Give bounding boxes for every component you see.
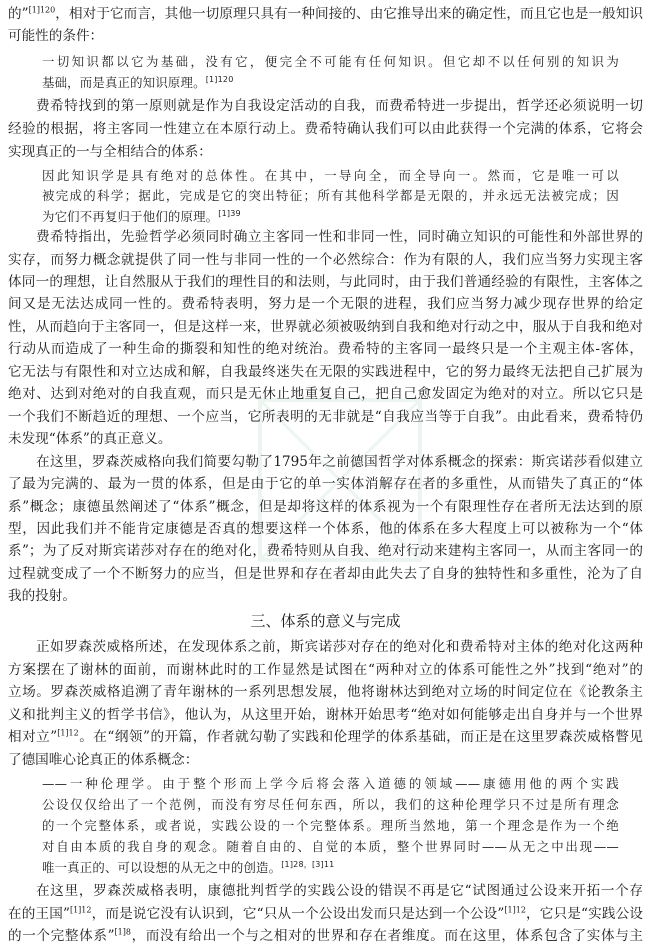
p2-line-3: 实现真正的一与全相结合的体系： xyxy=(8,144,212,160)
p3-line-6: 行动从而造成了一种生命的撕裂和知性的绝对统治。费希特的主客同一最终只是一个主观主体-客体， xyxy=(8,341,643,357)
p2-line-2: 经验的根据，将主客同一性建立在本原行动上。费希特确认我们可以由此获得一个完满的体系，它将会 xyxy=(8,121,643,137)
p6-line-3: 的一个完整体系”$^{[1]8}$，而没有给出一个与之相对的世界和存在者维度。而在这里，体系包含了实体与主 xyxy=(8,927,644,944)
p3-line-4: 间又是无法达成同一性的。费希特表明，努力是一个无限的进程，我们应当努力减少现存世界的给定 xyxy=(8,296,643,312)
q1-line-2: 基础，而是真正的知识原理。$^{[1]120}$ xyxy=(42,74,234,90)
q3-line-4: 对自由本质的我自身的观念。随着自由的、自觉的本质，整个世界同时——从无之中出现—— xyxy=(42,839,619,854)
p4-line-7: 我的投射。 xyxy=(8,588,76,604)
p4-line-6: 过程就变成了一个不断努力的应当，但是世界和存在者却由此失去了自身的独特性和多重性，沦为了自 xyxy=(8,566,643,582)
p1-line-1: 的”$^{[1]120}$，相对于它而言，其他一切原理只具有一种间接的、由它推导出来的确定性，而且它也是一般知识 xyxy=(8,5,643,22)
q1-line-1: 一切知识都以它为基础，没有它，便完全不可能有任何知识。但它却不以任何别的知识为 xyxy=(42,54,619,69)
p1-line-2: 可能性的条件： xyxy=(8,28,104,44)
q3-line-3: 的一个完整体系，或者说，实践公设的一个完整体系。理所当然地，第一个理念是作为一个绝 xyxy=(42,818,619,833)
p5-line-5: 相对立”$^{[1]12}$。在“纲领”的开篇，作者就勾勒了实践和伦理学的体系基础，而正是在这里罗森茨威格瞥见 xyxy=(8,728,643,745)
p4-line-3: 系”概念；康德虽然阐述了“体系”概念，但是却将这样的体系视为一个有限理性存在者所无法达到的原 xyxy=(8,499,643,515)
p5-line-6: 了德国唯心论真正的体系概念： xyxy=(8,752,199,768)
q2-line-2: 被完成的科学；据此，完成是它的突出特征；所有其他科学都是无限的，并永远无法被完成；因 xyxy=(42,188,619,203)
p4-line-4: 型，因此我们并不能肯定康德是否真的想要这样一个体系，他的体系在多大程度上可以被称为一个“体 xyxy=(8,521,643,537)
p3-line-5: 性，从而趋向于主客同一，但是这样一来，世界就必须被吸纳到自我和绝对行动之中，服从于自我和绝对 xyxy=(8,319,643,335)
p5-line-4: 义和批判主义的哲学书信》，他认为，从这里开始，谢林开始思考“绝对如何能够走出自身并与一个世界 xyxy=(8,707,643,723)
p5-line-2: 方案摆在了谢林的面前，而谢林此时的工作显然是试图在“两种对立的体系可能性之外”找到“绝对”的 xyxy=(8,662,643,678)
section-heading: 三、体系的意义与完成 xyxy=(250,612,401,630)
p5-line-1: 正如罗森茨威格所述，在发现体系之前，斯宾诺莎对存在的绝对化和费希特对主体的绝对化这两种 xyxy=(36,639,643,655)
p3-line-3: 体同一的理想，让自然服从于我们的理性目的和法则，与此同时，由于我们普通经验的有限性，主客体之 xyxy=(8,274,643,290)
p3-line-9: 一个我们不断趋近的理想、一个应当，它所表明的无非就是“自我应当等于自我”。由此看来，费希特仍 xyxy=(8,409,643,425)
p4-line-2: 了最为完满的、最为一贯的体系，但是由于它的单一实体消解存在者的多重性，从而错失了真正的“体 xyxy=(8,476,643,492)
p3-line-8: 绝对、达到对绝对的自我直观，而只是无休止地重复自己，把自己愈发固定为绝对的对立。所以它只是 xyxy=(8,386,643,402)
p4-line-1: 在这里，罗森茨威格向我们简要勾勒了1795年之前德国哲学对体系概念的探索：斯宾诺莎看似建立 xyxy=(36,454,643,470)
p3-line-1: 费希特指出，先验哲学必须同时确立主客同一性和非同一性，同时确立知识的可能性和外部世界的 xyxy=(36,229,643,245)
p3-line-10: 未发现“体系”的真正意义。 xyxy=(8,431,172,447)
p2-line-1: 费希特找到的第一原则就是作为自我设定活动的自我，而费希特进一步提出，哲学还必须说明一切 xyxy=(36,98,643,114)
p5-line-3: 立场。罗森茨威格追溯了青年谢林的一系列思想发展，他将谢林达到绝对立场的时间定位在《论教条主 xyxy=(8,684,643,700)
p3-line-7: 它无法与有限性和对立达成和解，自我最终迷失在无限的实践进程中，它的努力最终无法把自己扩展为 xyxy=(8,364,643,380)
q3-line-1: ——一种伦理学。由于整个形而上学今后将会落入道德的领域——康德用他的两个实践 xyxy=(42,776,619,791)
p4-line-5: 系”；为了反对斯宾诺莎对存在的绝对化，费希特则从自我、绝对行动来建构主客同一，从而主客同一的 xyxy=(8,543,643,559)
q3-line-2: 公设仅仅给出了一个范例，而没有穷尽任何东西，所以，我们的这种伦理学只不过是所有理念 xyxy=(42,797,619,812)
q2-line-1: 因此知识学是具有绝对的总体性。在其中，一导向全，而全导向一。然而，它是唯一可以 xyxy=(42,168,619,183)
p6-line-1: 在这里，罗森茨威格表明，康德批判哲学的实践公设的错误不再是它“试图通过公设来开拓一个存 xyxy=(36,883,643,899)
q2-line-3: 为它们不再复归于他们的原理。$^{[1]39}$ xyxy=(42,208,241,224)
q3-line-5: 唯一真正的、可以设想的从无之中的创造。$^{[1]28,[3]11}$ xyxy=(42,859,335,875)
p6-line-2: 在的王国”$^{[1]12}$，而是说它没有认识到，它“只从一个公设出发而只是达到一个公设”$^{[1]12}$，它只是“实践公设 xyxy=(8,905,643,922)
p3-line-2: 实存，而努力概念就提供了同一性与非同一性的一个必然综合：作为有限的人，我们应当努力实现主客 xyxy=(8,252,643,268)
